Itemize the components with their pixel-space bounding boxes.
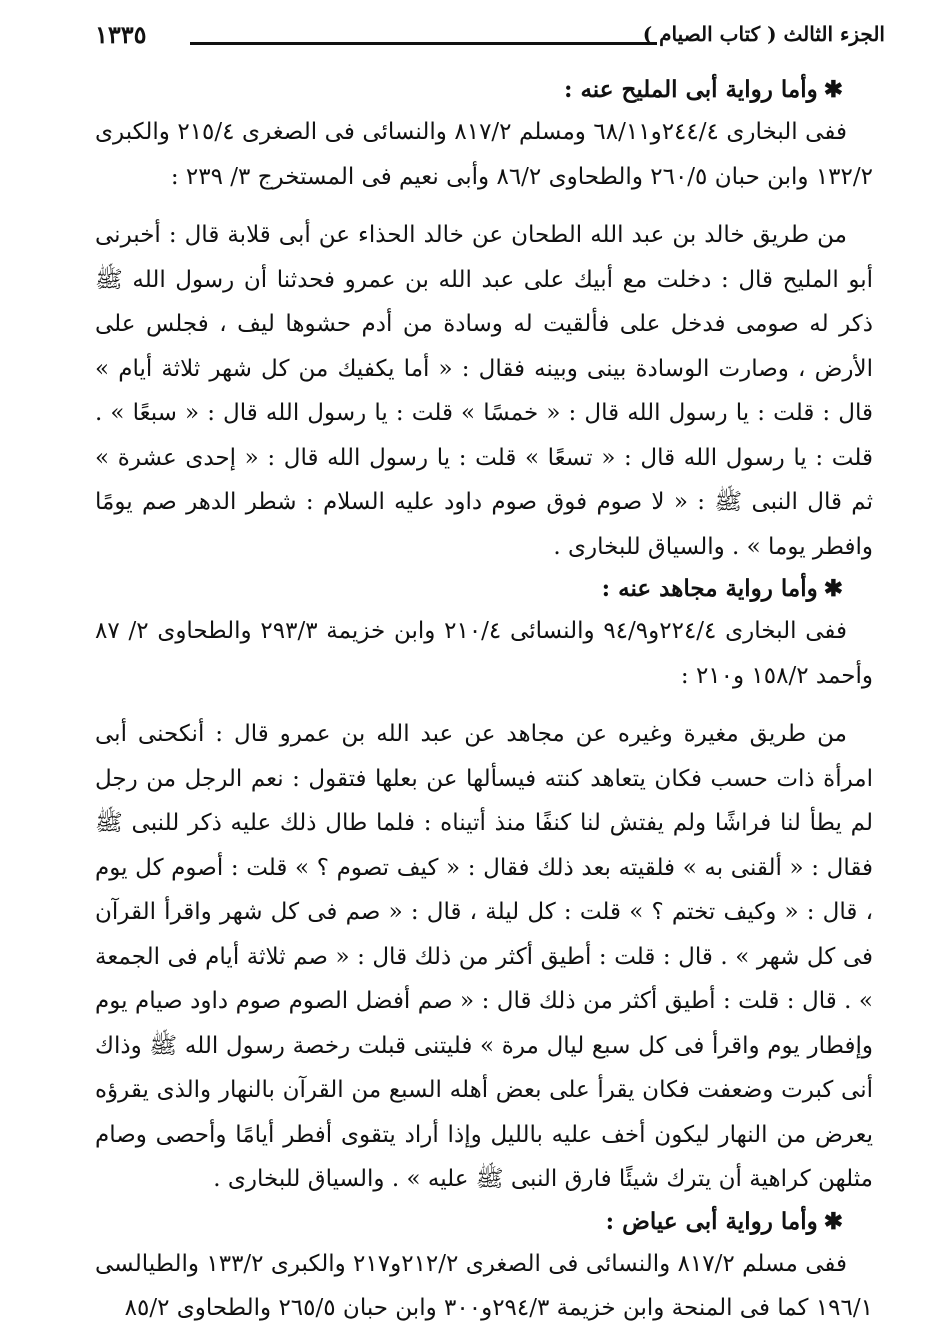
asterisk-icon: ✱	[823, 76, 843, 103]
hadith-paragraph: من طريق مغيرة وغيره عن مجاهد عن عبد الله بن عمرو قال : أنكحنى أبى امرأة ذات حسب فكان يتعاهد كنته فيسألها عن بعلها فتقول : نعم الرجل من رجل لم يطأ لنا فراشًا ولم يفتش لنا كنفًا منذ أتيناه : فلما طال ذلك عليه ذكر للنبى ﷺ فقال : « ألقنى به » فلقيته بعد ذلك فقال : « كيف تصوم ؟ » قلت : أصوم كل يوم ، قال : « وكيف تختم ؟ » قلت : كل ليلة ، قال : « صم فى كل شهر واقرأ القرآن فى كل شهر » . قال : قلت : أطيق أكثر من ذلك قال : « صم ثلاثة أيام فى الجمعة » . قال : قلت : أطيق أكثر من ذلك قال : « صم أفضل الصوم صوم داود صيام يوم وإفطار يوم واقرأ فى كل سبع ليال مرة » فليتنى قبلت رخصة رسول الله ﷺ وذاك أنى كبرت وضعفت فكان يقرأ على بعض أهله السبع من القرآن بالنهار والذى يقرؤه يعرض من النهار ليكون أخف عليه بالليل وإذا أراد يتقوى أفطر أيامًا وأحصى وصام مثلهن كراهية أن يترك شيئًا فارق النبى ﷺ عليه » . والسياق للبخارى .	[95, 721, 874, 1192]
header-rule	[190, 42, 657, 45]
page-number: ١٣٣٥	[95, 20, 147, 49]
section-mujahid	[95, 569, 873, 1202]
section-heading-text: وأما رواية أبى عياض :	[605, 1207, 818, 1235]
section-heading-text: وأما رواية أبى المليح عنه :	[563, 76, 818, 103]
sources-paragraph: ففى البخارى ٢٢٤/٤و٩٤/٩ والنسائى ٢١٠/٤ وابن خزيمة ٢٩٣/٣ والطحاوى ٢/ ٨٧ وأحمد ١٥٨/٢ و٢١٠ :	[95, 618, 873, 689]
page-header	[95, 22, 885, 62]
section-abu-ayyad	[95, 1202, 873, 1331]
section-heading	[95, 569, 873, 609]
hadith-paragraph: من طريق خالد بن عبد الله الطحان عن خالد الحذاء عن أبى قلابة قال : أخبرنى أبو المليح قال : دخلت مع أبيك على عبد الله بن عمرو فحدثنا أن رسول الله ﷺ ذكر له صومى فدخل على فألقيت له وسادة من أدم حشوها ليف ، فجلس على الأرض ، وصارت الوسادة بينى وبينه فقال : « أما يكفيك من كل شهر ثلاثة أيام » قال : قلت : يا رسول الله قال : « خمسًا » قلت : يا رسول الله قال : « سبعًا » . قلت : يا رسول الله قال : « تسعًا » قلت : يا رسول الله قال : « إحدى عشرة » ثم قال النبى ﷺ : « لا صوم فوق صوم داود عليه السلام : شطر الدهر صم يومًا وافطر يوما » . والسياق للبخارى .	[95, 222, 873, 560]
section-heading	[95, 70, 873, 110]
asterisk-icon: ✱	[823, 575, 843, 602]
sources-paragraph: ففى البخارى ٢٤٤/٤و٦٨/١١ ومسلم ٨١٧/٢ والنسائى فى الصغرى ٢١٥/٤ والكبرى ١٣٢/٢ وابن حبان ٢٦٠/٥ والطحاوى ٨٦/٢ وأبى نعيم فى المستخرج ٣/ ٢٣٩ :	[95, 119, 873, 190]
running-title: الجزء الثالث ( كتاب الصيام )	[642, 22, 885, 46]
page-body	[95, 70, 873, 1331]
sources-paragraph: ففى مسلم ٨١٧/٢ والنسائى فى الصغرى ٢١٢/٢و٢١٧ والكبرى ١٣٣/٢ والطيالسى ١٩٦/١ كما فى المنحة وابن خزيمة ٢٩٤/٣و٣٠٠ وابن حبان ٢٦٥/٥ والطحاوى ٨٥/٢	[95, 1250, 873, 1321]
asterisk-icon: ✱	[823, 1207, 843, 1235]
section-heading-text: وأما رواية مجاهد عنه :	[601, 575, 818, 602]
section-heading	[95, 1202, 873, 1242]
section-abu-al-malih	[95, 70, 873, 569]
